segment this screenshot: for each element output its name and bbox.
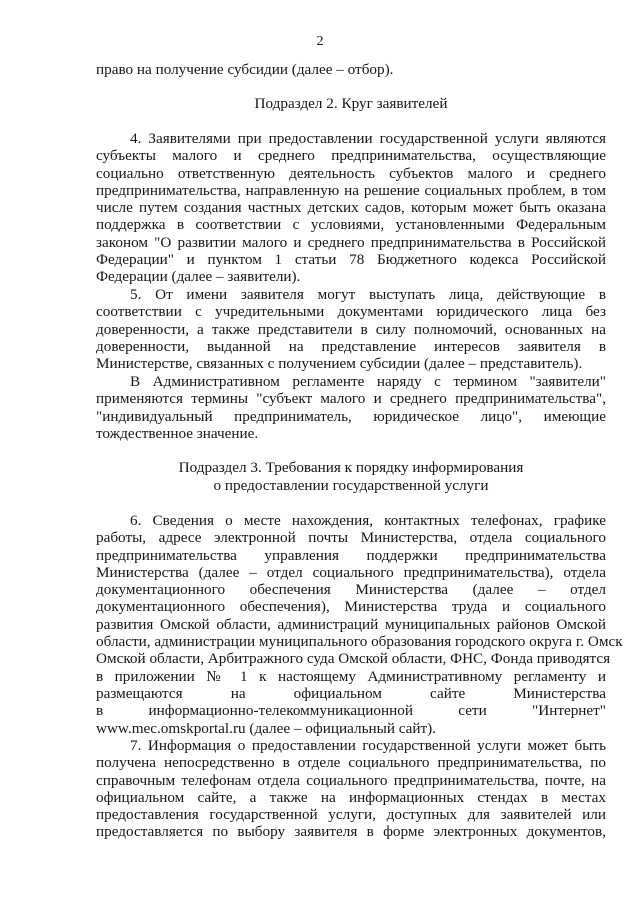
text-line: справочным телефонам отдела социального предпринимательства, почте, на: [96, 771, 606, 789]
text-line: размещаются на официальном сайте Министерства: [96, 684, 606, 702]
text-line: развития Омской области, администраций муниципальных районов Омской: [96, 615, 606, 633]
text-line: официальном сайте, а также на информационных стендах в местах: [96, 788, 606, 806]
text-line: числе путем создания частных детских садов, которым может быть оказана: [96, 199, 606, 217]
text-line: 4. Заявителями при предоставлении государственной услуги являются: [130, 130, 606, 147]
text-line: соответствии с учредительными документами юридического лица без: [96, 303, 606, 321]
text-line: документационного обеспечения Министерства (далее – отдел: [96, 581, 606, 599]
text-line: предоставляется по выбору заявителя в форме электронных документов,: [96, 823, 606, 841]
text-line: Федерации (далее – заявители).: [96, 268, 301, 286]
paragraph-7: [96, 737, 606, 841]
paragraph-6: [96, 512, 623, 737]
text-line: Министерства (далее – отдел социального предпринимательства), отдела: [96, 563, 606, 581]
paragraph-terms: [96, 373, 606, 442]
text-line: право на получение субсидии (далее – отбор).: [96, 61, 394, 78]
text-line: поддержка в соответствии с условиями, установленными Федеральным: [96, 216, 606, 234]
text-line: предпринимательства, направленную на решение социальных проблем, в том: [96, 181, 606, 199]
text-line: Федерации" и пунктом 1 статьи 78 Бюджетного кодекса Российской: [96, 251, 606, 269]
text-line: www.mec.omskportal.ru (далее – официальный сайт).: [96, 719, 437, 737]
page-number: 2: [316, 34, 324, 49]
paragraph-4: [96, 130, 606, 286]
text-line: работы, адресе электронной почты Министерства, отдела социального: [96, 529, 606, 547]
subsection-3-title: [96, 459, 606, 495]
heading-line: Подраздел 3. Требования к порядку информирования: [178, 459, 524, 476]
text-line: тождественное значение.: [96, 424, 259, 442]
heading-line: о предоставлении государственной услуги: [213, 477, 489, 494]
text-line: В Административном регламенте наряду с термином "заявители": [130, 373, 606, 390]
text-line: Омской области, Арбитражного суда Омской области, ФНС, Фонда приводятся: [96, 650, 611, 668]
text-line: получена непосредственно в отделе социального предпринимательства, по: [96, 754, 606, 772]
text-line: 7. Информация о предоставлении государственной услуги может быть: [130, 737, 606, 754]
text-line: "индивидуальный предприниматель, юридическое лицо", имеющие: [96, 407, 606, 425]
text-line: 5. От имени заявителя могут выступать лица, действующие в: [130, 286, 606, 303]
text-line: предпринимательства управления поддержки предпринимательства: [96, 546, 606, 564]
text-line: 6. Сведения о месте нахождения, контактных телефонах, графике: [130, 512, 606, 529]
text-line: области, администрации муниципального образования городского округа г. Омск: [96, 633, 623, 651]
text-line: доверенности, выданной на представление интересов заявителя в: [96, 337, 606, 355]
text-line: документационного обеспечения), Министерства труда и социального: [96, 598, 606, 616]
subsection-2-title: [96, 95, 606, 113]
text-line: применяются термины "субъект малого и среднего предпринимательства",: [96, 390, 606, 408]
text-line: доверенности, а также представители в силу полномочий, основанных на: [96, 320, 606, 338]
text-line: в информационно-телекоммуникационной сети "Интернет": [96, 702, 606, 720]
text-line: в приложении № 1 к настоящему Административному регламенту и: [96, 667, 606, 685]
intro-paragraph: [96, 61, 606, 78]
heading-line: Подраздел 2. Круг заявителей: [254, 95, 448, 112]
text-line: предоставления государственной услуги, доступных для заявителей или: [96, 806, 606, 824]
text-line: субъекты малого и среднего предпринимательства, осуществляющие: [96, 147, 606, 165]
text-line: социально ответственную деятельность субъектов малого и среднего: [96, 164, 606, 182]
text-line: Министерстве, связанных с получением субсидии (далее – представитель).: [96, 355, 583, 373]
paragraph-5: [96, 286, 606, 372]
text-line: законом "О развитии малого и среднего предпринимательства в Российской: [96, 233, 606, 251]
